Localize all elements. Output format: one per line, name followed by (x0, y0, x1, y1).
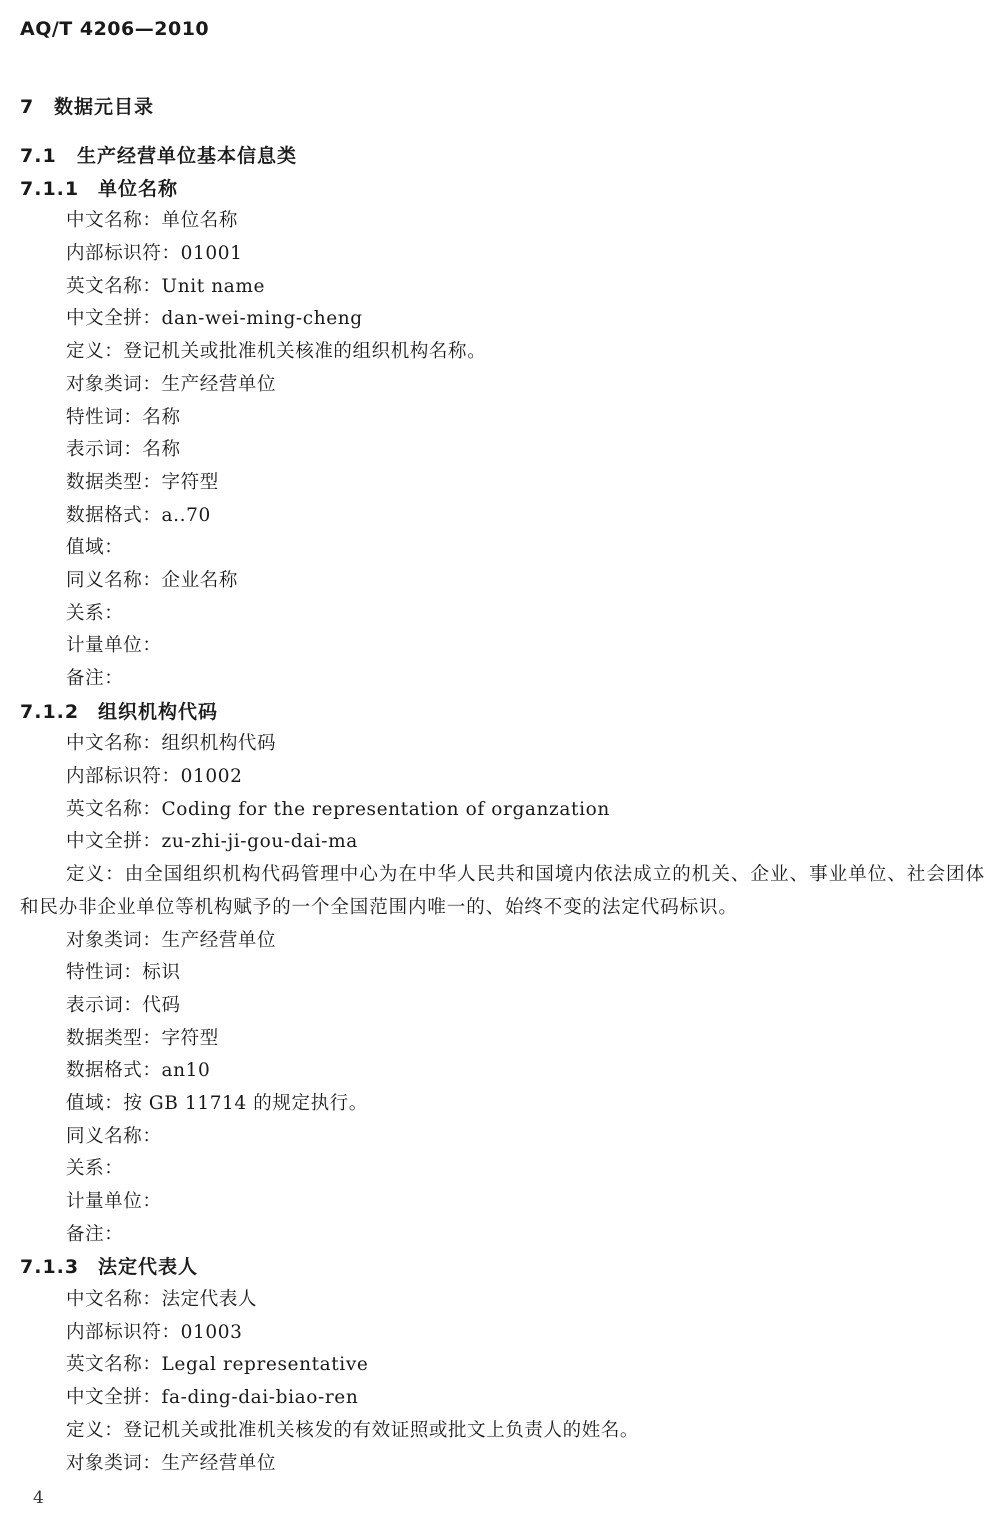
field-row (20, 402, 985, 435)
field-value: 生产经营单位 (161, 1452, 277, 1474)
field-row (20, 630, 985, 663)
field-row (20, 238, 985, 271)
page-number: 4 (33, 1488, 44, 1508)
field-row (20, 1317, 985, 1350)
field-key: 备注 ： (66, 1224, 123, 1245)
field-value: 生产经营单位 (161, 929, 277, 951)
chapter-heading (20, 90, 985, 124)
field-key: 定义 ： (66, 1420, 123, 1441)
chapter-title: 数据元目录 (54, 96, 155, 118)
field-key: 计量单位 ： (66, 635, 162, 656)
field-key: 数据类型 ： (66, 1028, 162, 1049)
field-row (20, 336, 985, 369)
field-row (20, 532, 985, 565)
field-key: 内部标识符 ： (66, 766, 181, 787)
element-title: 组织机构代码 (98, 700, 219, 723)
field-value: 登记机关或批准机关核准的组织机构名称。 (123, 341, 487, 363)
field-value: 字符型 (161, 1027, 219, 1049)
field-value: Unit name (161, 275, 266, 297)
field-row (20, 1121, 985, 1154)
field-row (20, 859, 985, 924)
field-row (20, 1055, 985, 1088)
field-row (20, 565, 985, 598)
field-key: 计量单位 ： (66, 1191, 162, 1212)
field-value: 组织机构代码 (161, 733, 277, 755)
data-element-list (20, 173, 985, 1481)
field-value: 代码 (142, 994, 181, 1016)
field-key: 同义名称 ： (66, 1126, 162, 1147)
field-row (20, 1382, 985, 1415)
chapter-number: 7 (20, 96, 35, 118)
field-value: 名称 (142, 406, 181, 428)
field-key: 对象类词 ： (66, 930, 162, 951)
field-key: 内部标识符 ： (66, 243, 181, 264)
element-heading (20, 696, 985, 729)
field-value: a..70 (161, 504, 211, 526)
field-key: 数据格式 ： (66, 505, 162, 526)
field-value: 生产经营单位 (161, 373, 277, 395)
field-row (20, 663, 985, 696)
field-row (20, 1448, 985, 1481)
field-key: 表示词 ： (66, 439, 142, 460)
element-title: 单位名称 (98, 177, 179, 200)
field-value: Legal representative (161, 1354, 369, 1376)
field-key: 内部标识符 ： (66, 1322, 181, 1343)
field-key: 定义 ： (66, 341, 123, 362)
field-row (20, 467, 985, 500)
field-value: dan-wei-ming-cheng (161, 308, 363, 330)
field-key: 值域 ： (66, 537, 123, 558)
field-row (20, 957, 985, 990)
field-row (20, 794, 985, 827)
field-value: 企业名称 (161, 569, 238, 591)
field-key: 值域 ： (66, 1093, 123, 1114)
field-value: an10 (161, 1060, 211, 1082)
element-number: 7.1.1 (20, 177, 80, 200)
field-row (20, 728, 985, 761)
field-row (20, 205, 985, 238)
field-value: 登记机关或批准机关核发的有效证照或批文上负责人的姓名。 (123, 1419, 640, 1441)
field-row (20, 1088, 985, 1121)
field-row (20, 1349, 985, 1382)
field-key: 对象类词 ： (66, 374, 162, 395)
field-key: 特性词 ： (66, 962, 142, 983)
field-row (20, 925, 985, 958)
field-row (20, 303, 985, 336)
field-row (20, 1023, 985, 1056)
field-key: 对象类词 ： (66, 1453, 162, 1474)
field-value: 由全国组织机构代码管理中心为在中华人民共和国境内依法成立的机关、企业、事业单位、社会团体和民办非企业单位等机构赋予的一个全国范围内唯一的、始终不变的法定代码标识。 (20, 864, 985, 918)
field-key: 特性词 ： (66, 407, 142, 428)
field-row (20, 434, 985, 467)
field-row (20, 271, 985, 304)
field-key: 表示词 ： (66, 995, 142, 1016)
field-row (20, 1219, 985, 1252)
field-key: 中文名称 ： (66, 1289, 162, 1310)
field-value: 法定代表人 (161, 1289, 258, 1311)
section-heading (20, 140, 985, 173)
field-key: 关系 ： (66, 1158, 123, 1179)
field-key: 同义名称 ： (66, 570, 162, 591)
field-key: 英文名称 ： (66, 799, 162, 820)
field-key: 中文全拼 ： (66, 831, 162, 852)
element-number: 7.1.3 (20, 1256, 80, 1279)
field-value: zu-zhi-ji-gou-dai-ma (161, 831, 358, 853)
field-value: 01002 (180, 766, 243, 788)
field-row (20, 1186, 985, 1219)
field-value: 字符型 (161, 471, 219, 493)
field-row (20, 826, 985, 859)
field-row (20, 761, 985, 794)
field-row (20, 1284, 985, 1317)
field-value: 01003 (180, 1321, 243, 1343)
field-row (20, 369, 985, 402)
standard-code: AQ/T 4206—2010 (20, 18, 210, 40)
field-row (20, 500, 985, 533)
field-value: 标识 (142, 962, 181, 984)
section-title: 生产经营单位基本信息类 (77, 145, 298, 167)
field-key: 中文名称 ： (66, 733, 162, 754)
field-key: 英文名称 ： (66, 1354, 162, 1375)
field-value: Coding for the representation of organzation (161, 798, 610, 820)
field-key: 中文全拼 ： (66, 308, 162, 329)
field-value: 单位名称 (161, 210, 238, 232)
field-value: 01001 (180, 243, 243, 265)
field-key: 中文名称 ： (66, 210, 162, 231)
field-value: 名称 (142, 439, 181, 461)
field-row (20, 1153, 985, 1186)
field-value: 按 GB 11714 的规定执行。 (123, 1092, 368, 1114)
element-heading (20, 1251, 985, 1284)
field-key: 备注 ： (66, 668, 123, 689)
field-row (20, 598, 985, 631)
document-body (20, 90, 985, 1480)
field-key: 数据格式 ： (66, 1060, 162, 1081)
field-key: 英文名称 ： (66, 276, 162, 297)
field-value: fa-ding-dai-biao-ren (161, 1387, 359, 1409)
field-key: 数据类型 ： (66, 472, 162, 493)
element-heading (20, 173, 985, 206)
section-number: 7.1 (20, 145, 57, 167)
field-row (20, 1415, 985, 1448)
field-key: 中文全拼 ： (66, 1387, 162, 1408)
field-key: 关系 ： (66, 603, 123, 624)
element-number: 7.1.2 (20, 700, 80, 723)
field-row (20, 990, 985, 1023)
element-title: 法定代表人 (98, 1256, 199, 1279)
field-key: 定义 ： (66, 864, 125, 885)
